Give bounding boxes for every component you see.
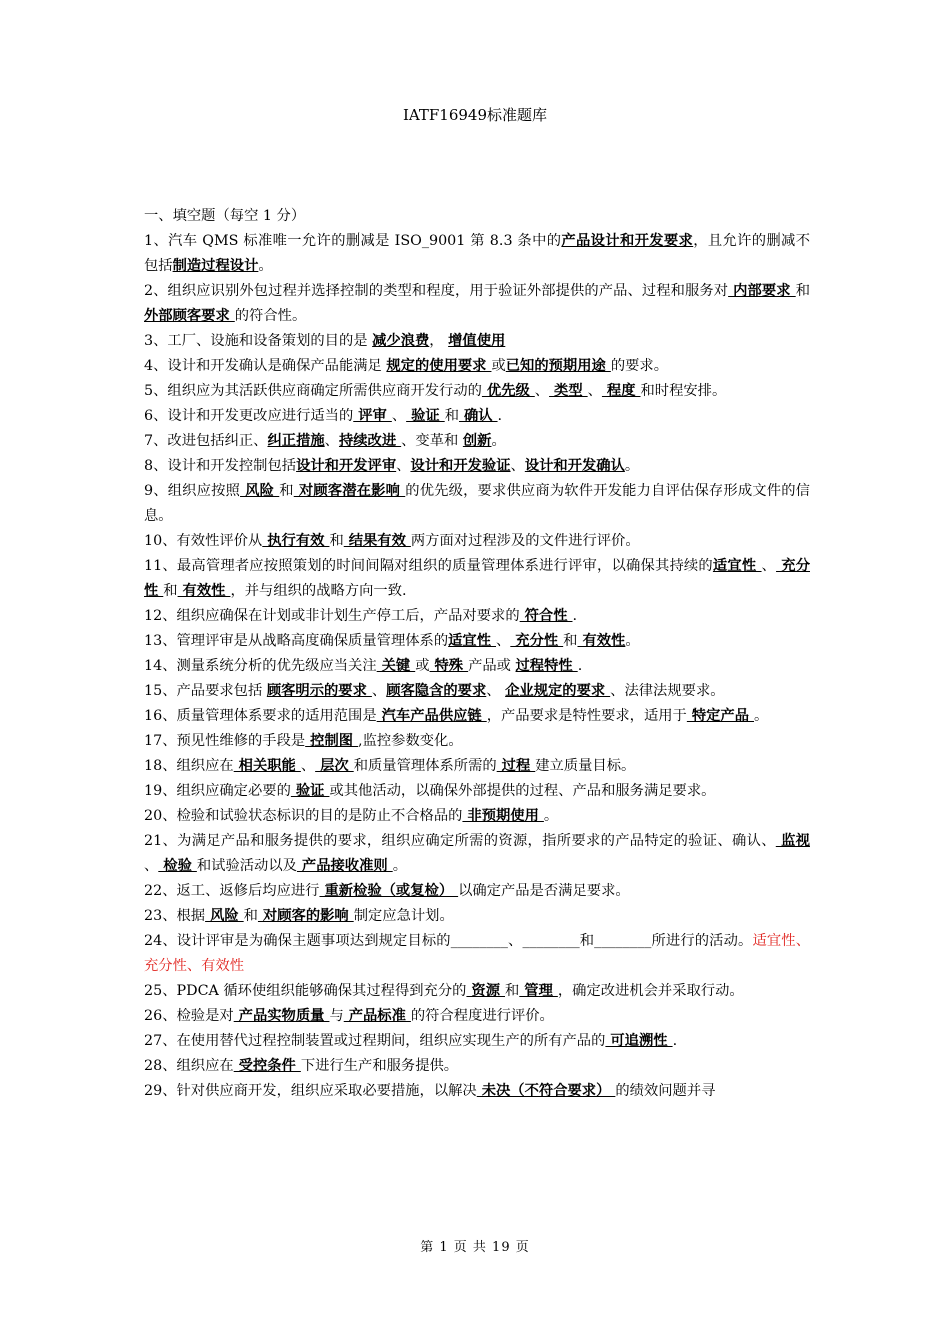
question-text: 和 [329,533,344,549]
question-text: . [572,608,578,624]
answer-text: 特殊 [429,658,469,674]
question-text: 的绩效问题并寻 [615,1083,716,1099]
question-text: 18、组织应在 [144,758,234,774]
question-text: 的符合程度进行评价。 [410,1008,554,1024]
answer-text: 减少浪费 [372,333,430,349]
question-item [144,754,810,779]
question-text: 19、组织应确定必要的 [144,783,291,799]
question-text: 24、设计评审是为确保主题事项达到规定目标的________、________和________所进行的活动。 [144,933,753,949]
question-text: 25、PDCA 循环使组织能够确保其过程得到充分的 [144,983,467,999]
question-text: 两方面对过程涉及的文件进行评价。 [410,533,640,549]
answer-text: 设计和开发确认 [524,458,625,474]
answer-text: 顾客隐含的要求 [386,683,487,699]
question-text: 、法律法规要求。 [610,683,725,699]
answer-text: 关键 [376,658,416,674]
question-text: 、 [486,683,506,699]
answer-text: 充分性 [510,633,564,649]
answer-text: 非预期使用 [462,808,544,824]
answer-text: 受控条件 [233,1058,301,1074]
question-text: 、变革和 [401,433,463,449]
question-text: 7、改进包括纠正、 [144,433,268,449]
answer-text: 资源 [466,983,505,999]
question-item [144,229,810,279]
question-text: 29、针对供应商开发，组织应采取必要措施，以解决 [144,1083,477,1099]
answer-text: 结果有效 [343,533,411,549]
answer-text: 对顾客潜在影响 [293,483,406,499]
question-text: 、 [324,433,339,449]
question-item [144,454,810,479]
answer-text: 类型 [549,383,588,399]
question-text: 21、为满足产品和服务提供的要求，组织应确定所需的资源，指所要求的产品特定的验证、确认、 [144,833,776,849]
question-item [144,604,810,629]
question-text: 、 [396,458,411,474]
question-text: 、 [300,758,316,774]
answer-text-red: 适宜性、充分性、有效性 [144,933,810,974]
question-text: 22、返工、返修后均应进行 [144,883,320,899]
question-text: 和 [279,483,294,499]
question-text: 和 [444,408,459,424]
question-text: 26、检验是对 [144,1008,234,1024]
answer-text: 设计和开发验证 [410,458,511,474]
question-item [144,329,810,354]
question-item [144,479,810,529]
question-item [144,829,810,879]
question-item [144,704,810,729]
question-text: 4、设计和开发确认是确保产品能满足 [144,358,387,374]
answer-text: 制造过程设计 [172,258,259,274]
section-heading: 一、填空题（每空 1 分） [144,208,306,224]
answer-text: 适宜性 [448,633,497,649]
question-text: . [672,1033,678,1049]
answer-text: 汽车产品供应链 [376,708,487,724]
answer-text: 评审 [353,408,392,424]
answer-text: 控制图 [305,733,359,749]
answer-text: 确认 [458,408,498,424]
question-text: 14、测量系统分析的优先级应当关注 [144,658,377,674]
answer-text: 可追溯性 [605,1033,673,1049]
question-text: 6、设计和开发更改应进行适当的 [144,408,354,424]
answer-text: 检验 [158,858,197,874]
answer-text: 规定的使用要求 [386,358,492,374]
question-item [144,429,810,454]
answer-text: 产品实物质量 [233,1008,330,1024]
question-item [144,679,810,704]
answer-text: 创新 [462,433,492,449]
question-item [144,654,810,679]
question-text: 、 [144,858,159,874]
answer-text: 持续改进 [338,433,402,449]
question-text: 下进行生产和服务提供。 [300,1058,459,1074]
question-text: . [577,658,583,674]
question-text: 、 [496,633,511,649]
question-text: 的优先级，要求供应商为软件开发能力自评估保存形成文件的信息。 [144,483,810,524]
answer-text: 验证 [290,783,330,799]
answer-text: 增值使用 [448,333,506,349]
question-text: 、 [534,383,550,399]
question-text: 12、组织应确保在计划或非计划生产停工后，产品对要求的 [144,608,520,624]
answer-text: 对顾客的影响 [257,908,354,924]
question-content [144,204,810,1104]
question-text: 。 [624,458,640,474]
question-text: 和 [243,908,258,924]
answer-text: 产品设计和开发要求 [561,233,694,249]
question-text: 与 [329,1008,344,1024]
question-text: 产品或 [468,658,516,674]
answer-text: 充分性 [144,558,810,599]
question-text: 。 [392,858,407,874]
question-text: 2、组织应识别外包过程并选择控制的类型和程度，用于验证外部提供的产品、过程和服务对 [144,283,729,299]
question-item [144,779,810,804]
question-text: 和 [163,583,178,599]
question-text: 23、根据 [144,908,206,924]
question-text: 10、有效性评价从 [144,533,263,549]
question-text: ,监控参数变化。 [358,733,463,749]
answer-text: 未决（不符合要求） [476,1083,616,1099]
answer-text: 企业规定的要求 [505,683,611,699]
question-text: 或 [491,358,506,374]
answer-text: 风险 [205,908,244,924]
question-text: 8、设计和开发控制包括 [144,458,297,474]
question-text: 的符合性。 [234,308,307,324]
question-text: 以确定产品是否满足要求。 [458,883,630,899]
answer-text: 有效性 [177,583,231,599]
question-text: 1、汽车 QMS 标准唯一允许的删减是 ISO_9001 第 8.3 条中的 [144,233,562,249]
document-title: IATF16949标准题库 [402,106,548,124]
question-text: 27、在使用替代过程控制装置或过程期间，组织应实现生产的所有产品的 [144,1033,606,1049]
answer-text: 顾客明示的要求 [266,683,372,699]
question-text: 和 [795,283,810,299]
question-item [144,804,810,829]
question-item [144,729,810,754]
question-text: 或其他活动，以确保外部提供的过程、产品和服务满足要求。 [329,783,716,799]
question-text: ，产品要求是特性要求，适用于 [486,708,687,724]
question-text: 和质量管理体系所需的 [353,758,497,774]
question-text: 、 [391,408,407,424]
answer-text: 程度 [601,383,641,399]
answer-text: 风险 [240,483,280,499]
question-text: 15、产品要求包括 [144,683,267,699]
answer-text: 过程 [496,758,536,774]
answer-text: 产品接收准则 [296,858,393,874]
answer-text: 优先级 [481,383,535,399]
question-text: ，确定改进机会并采取行动。 [557,983,744,999]
question-text: 、 [587,383,602,399]
answer-text: 相关职能 [233,758,301,774]
question-item [144,279,810,329]
question-item [144,1054,810,1079]
question-item [144,379,810,404]
answer-text: 有效性 [577,633,626,649]
question-item [144,629,810,654]
question-text: 。 [625,633,640,649]
question-item [144,1004,810,1029]
question-text: 20、检验和试验状态标识的目的是防止不合格品的 [144,808,463,824]
question-text: 11、最高管理者应按照策划的时间间隔对组织的质量管理体系进行评审，以确保其持续的 [144,558,713,574]
question-text: ， [429,333,449,349]
question-item [144,354,810,379]
answer-text: 设计和开发评审 [296,458,397,474]
question-text: 。 [258,258,273,274]
question-text: 和时程安排。 [640,383,727,399]
answer-text: 过程特性 [515,658,578,674]
answer-text: 已知的预期用途 [505,358,611,374]
question-text: 。 [543,808,559,824]
answer-text: 层次 [315,758,354,774]
question-text: ，并与组织的战略方向一致. [230,583,407,599]
answer-text: 执行有效 [262,533,330,549]
question-text: 的要求。 [610,358,668,374]
question-text: 5、组织应为其活跃供应商确定所需供应商开发行动的 [144,383,482,399]
question-text: 和试验活动以及 [196,858,297,874]
question-text: 。 [754,708,769,724]
question-text: 3、工厂、设施和设备策划的目的是 [144,333,373,349]
question-item [144,929,810,979]
question-text: 和 [505,983,520,999]
question-text: 或 [415,658,430,674]
answer-text: 外部顾客要求 [144,308,235,324]
question-text: 17、预见性维修的手段是 [144,733,306,749]
answer-text: 重新检验（或复检） [319,883,459,899]
question-text: 建立质量目标。 [535,758,636,774]
answer-text: 验证 [406,408,445,424]
question-item [144,529,810,554]
answer-text: 监视 [775,833,810,849]
answer-text: 内部要求 [728,283,796,299]
answer-text: 特定产品 [686,708,755,724]
question-item [144,879,810,904]
question-item [144,1029,810,1054]
question-text: 28、组织应在 [144,1058,234,1074]
question-text: 16、质量管理体系要求的适用范围是 [144,708,377,724]
question-item [144,1079,810,1104]
answer-text: 符合性 [519,608,573,624]
question-text: 制定应急计划。 [353,908,454,924]
answer-text: 管理 [519,983,558,999]
question-item [144,904,810,929]
question-text: 9、组织应按照 [144,483,241,499]
question-text: ，且允许的删减不包括 [144,233,811,274]
question-text: 、 [371,683,387,699]
question-text: . [497,408,503,424]
question-text: 、 [761,558,777,574]
page-footer: 第 1 页 共 19 页 [420,1240,530,1255]
question-item [144,404,810,429]
question-text: 、 [510,458,525,474]
question-item [144,979,810,1004]
question-text: 和 [563,633,578,649]
question-text: 13、管理评审是从战略高度确保质量管理体系的 [144,633,449,649]
answer-text: 产品标准 [343,1008,411,1024]
answer-text: 纠正措施 [267,433,325,449]
question-text: 。 [491,433,506,449]
answer-text: 适宜性 [712,558,762,574]
question-item [144,554,810,604]
